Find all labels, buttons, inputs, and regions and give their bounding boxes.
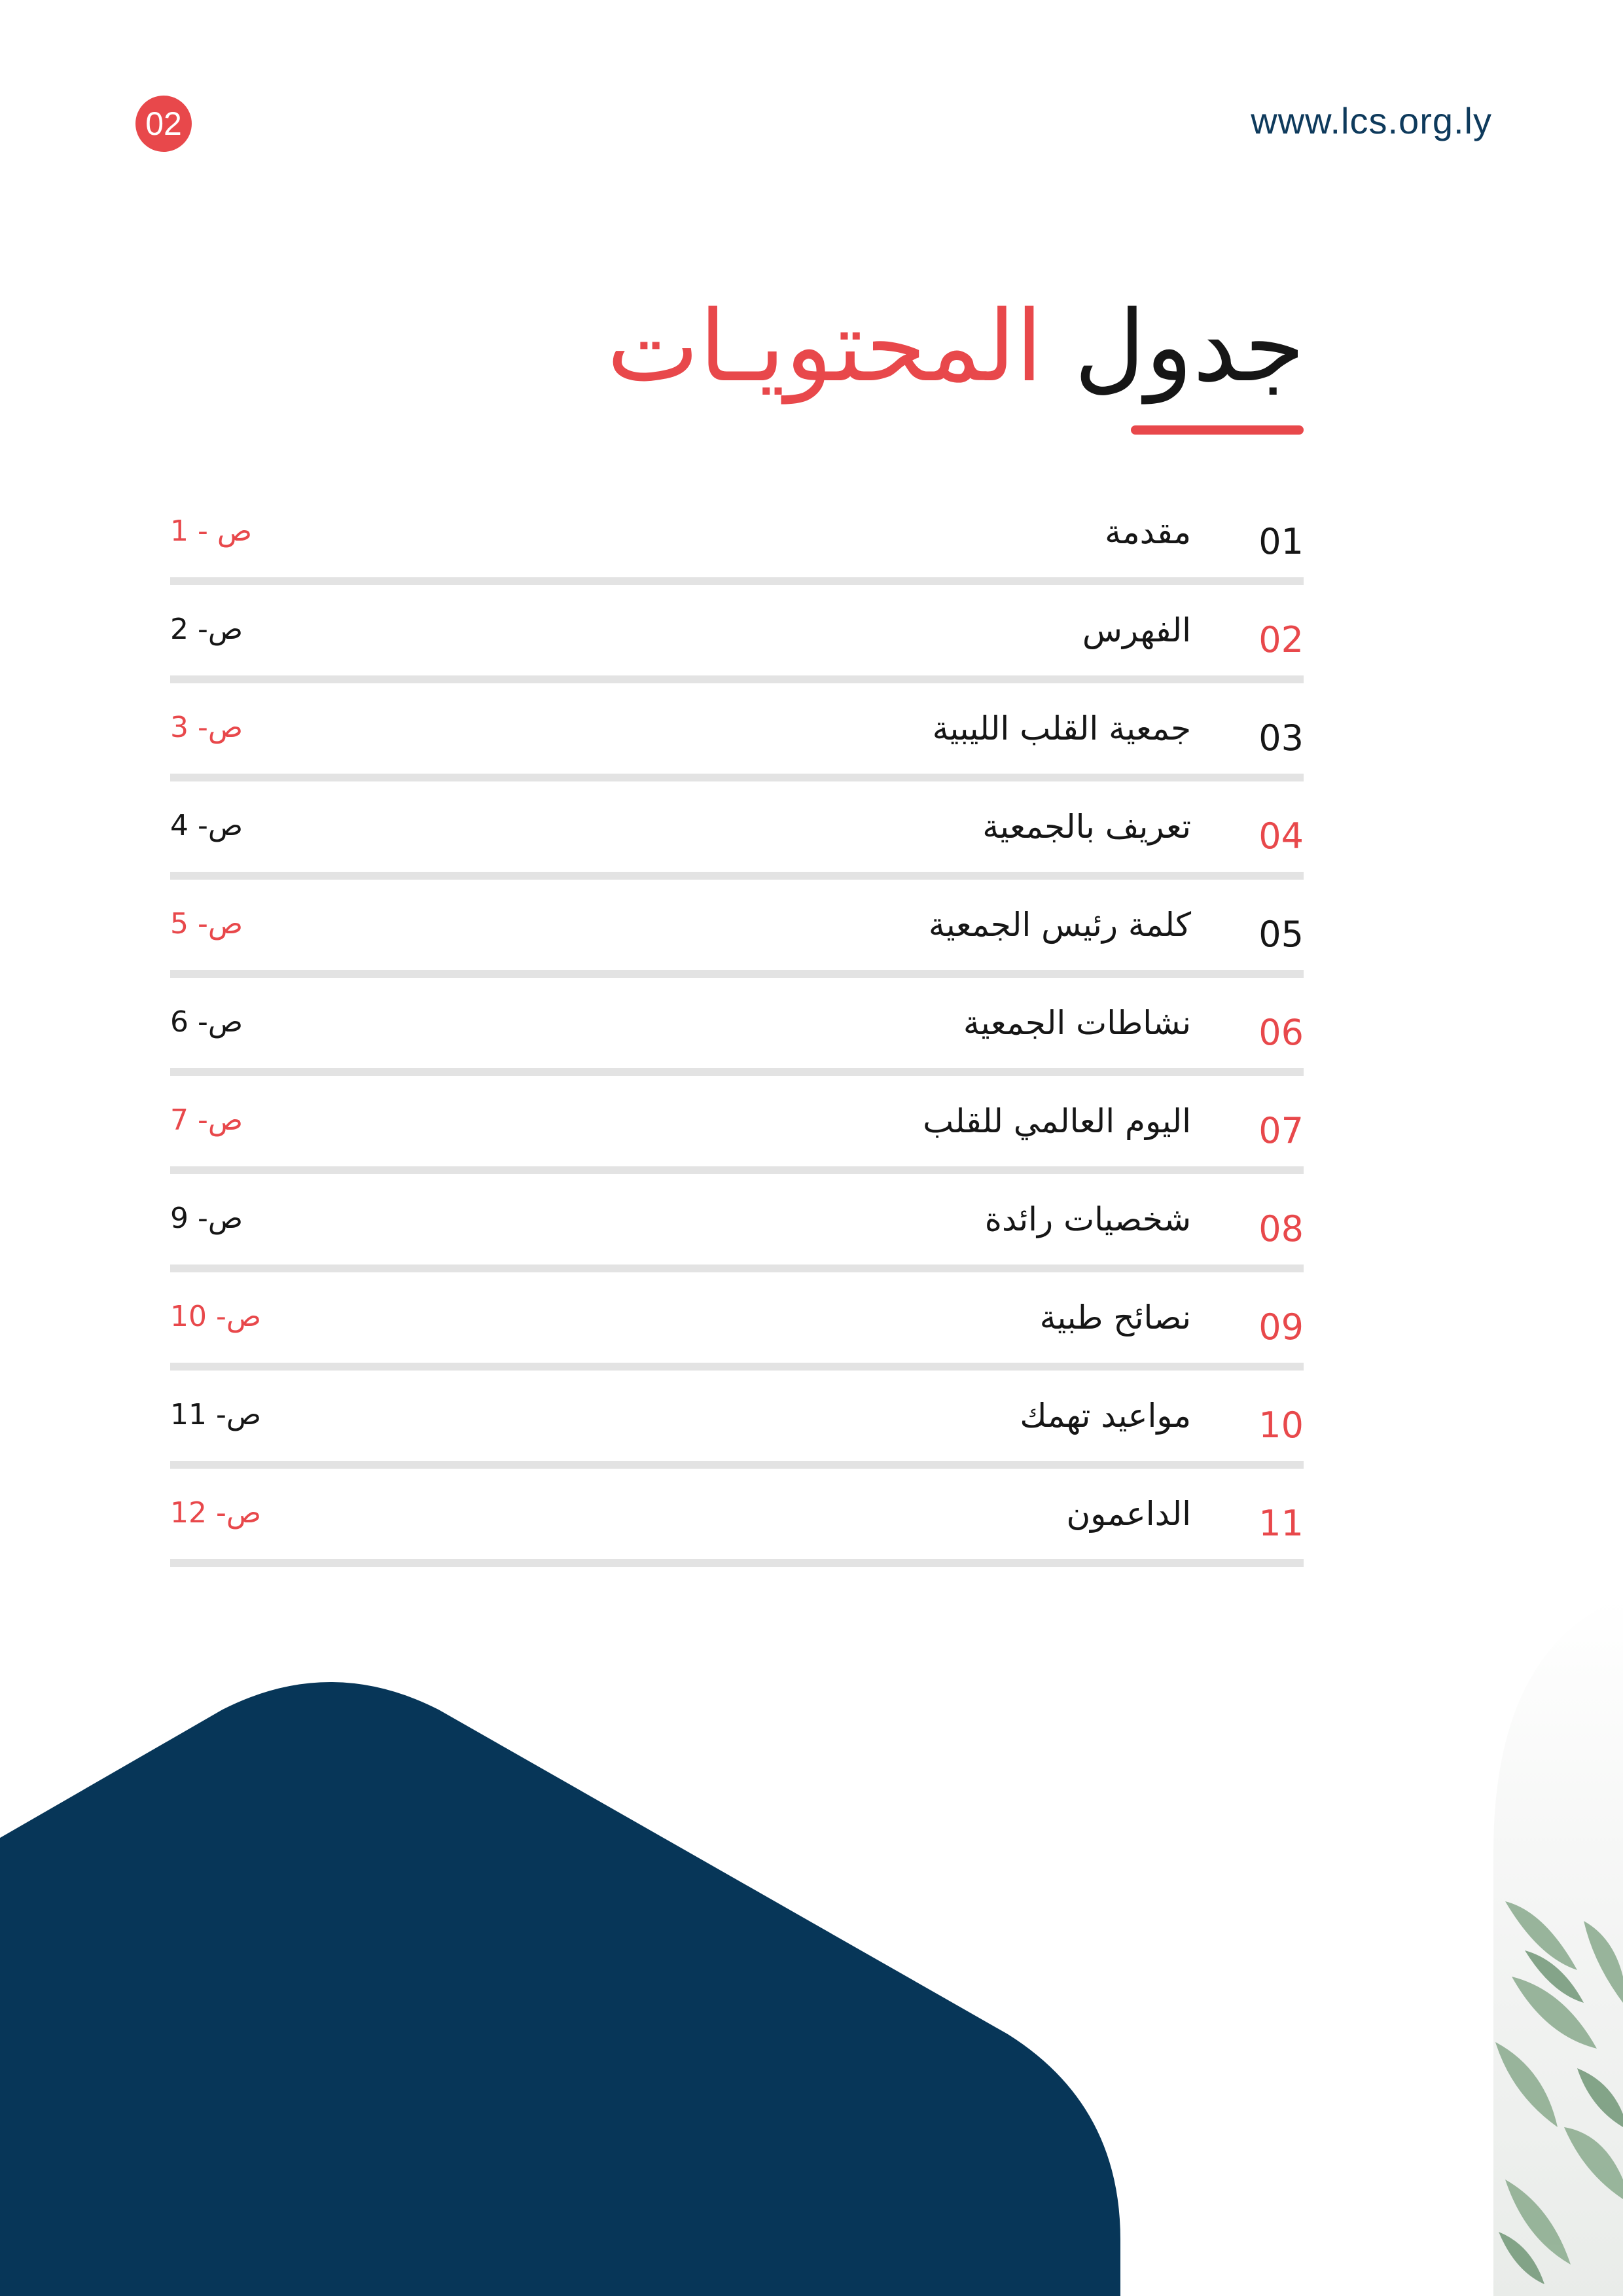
- toc-label: شخصيات رائدة: [984, 1200, 1191, 1238]
- plant-leaves-dark-icon: [1499, 1950, 1623, 2284]
- divider: [170, 1559, 1304, 1567]
- toc-row[interactable]: [170, 1076, 1304, 1174]
- toc-row[interactable]: [170, 880, 1304, 978]
- toc-number: 08: [1258, 1208, 1304, 1249]
- toc-page: ص- 7: [170, 1103, 243, 1137]
- plant-leaves-icon: [1495, 1901, 1623, 2265]
- page-number-badge: [135, 96, 192, 152]
- toc-number: 01: [1258, 521, 1304, 562]
- divider: [170, 1461, 1304, 1469]
- toc-row[interactable]: [170, 1469, 1304, 1567]
- toc-page: ص- 12: [170, 1496, 262, 1530]
- toc-row[interactable]: [170, 585, 1304, 683]
- divider: [170, 1068, 1304, 1076]
- toc-number: 05: [1258, 914, 1304, 955]
- toc-label: نشاطات الجمعية: [963, 1004, 1191, 1042]
- toc-page: ص- 11: [170, 1398, 262, 1431]
- toc-row[interactable]: [170, 683, 1304, 781]
- page-number: 02: [145, 105, 182, 142]
- toc-label: اليوم العالمي للقلب: [923, 1102, 1191, 1140]
- toc-row[interactable]: [170, 978, 1304, 1076]
- toc-number: 06: [1258, 1012, 1304, 1053]
- toc-label: الفهرس: [1082, 611, 1191, 649]
- toc-number: 11: [1258, 1503, 1304, 1544]
- toc-label: كلمة رئيس الجمعية: [928, 906, 1191, 944]
- toc-row[interactable]: [170, 487, 1304, 585]
- divider: [170, 970, 1304, 978]
- divider: [170, 1166, 1304, 1174]
- toc-row[interactable]: [170, 1371, 1304, 1469]
- toc-number: 03: [1258, 717, 1304, 759]
- toc-number: 10: [1258, 1405, 1304, 1446]
- toc-page: ص- 9: [170, 1202, 243, 1235]
- toc-page: ص- 6: [170, 1005, 243, 1039]
- toc-page: ص- 3: [170, 711, 243, 744]
- divider: [170, 1265, 1304, 1272]
- website-link[interactable]: www.lcs.org.ly: [1251, 100, 1492, 141]
- divider: [170, 774, 1304, 781]
- toc-page: ص- 10: [170, 1300, 262, 1333]
- title-word-2: المحتويـات: [607, 290, 1043, 404]
- toc-row[interactable]: [170, 781, 1304, 880]
- toc-page: ص- 4: [170, 809, 243, 842]
- toc-row[interactable]: [170, 1272, 1304, 1371]
- toc-number: 07: [1258, 1110, 1304, 1151]
- toc-row[interactable]: [170, 1174, 1304, 1272]
- toc-page: ص - 1: [170, 514, 253, 548]
- table-of-contents: [170, 487, 1304, 1567]
- divider: [170, 577, 1304, 585]
- plant-photo-panel: [1493, 1597, 1623, 2296]
- title-word-1: جدول: [1074, 290, 1305, 404]
- toc-number: 09: [1258, 1306, 1304, 1348]
- toc-page: ص- 5: [170, 907, 243, 941]
- toc-number: 04: [1258, 816, 1304, 857]
- toc-label: نصائح طبية: [1039, 1299, 1191, 1336]
- toc-label: تعريف بالجمعية: [982, 808, 1191, 846]
- title-underline: [1131, 425, 1304, 435]
- divider: [170, 675, 1304, 683]
- toc-label: مقدمة: [1105, 513, 1191, 551]
- page-title: [607, 288, 1305, 406]
- divider: [170, 1363, 1304, 1371]
- toc-label: جمعية القلب الليبية: [932, 709, 1191, 747]
- toc-number: 02: [1258, 619, 1304, 660]
- toc-label: مواعيد تهمك: [1020, 1397, 1191, 1435]
- toc-label: الداعمون: [1066, 1495, 1191, 1533]
- divider: [170, 872, 1304, 880]
- navy-hexagon-shape: [0, 1682, 1120, 2296]
- toc-page: ص- 2: [170, 613, 243, 646]
